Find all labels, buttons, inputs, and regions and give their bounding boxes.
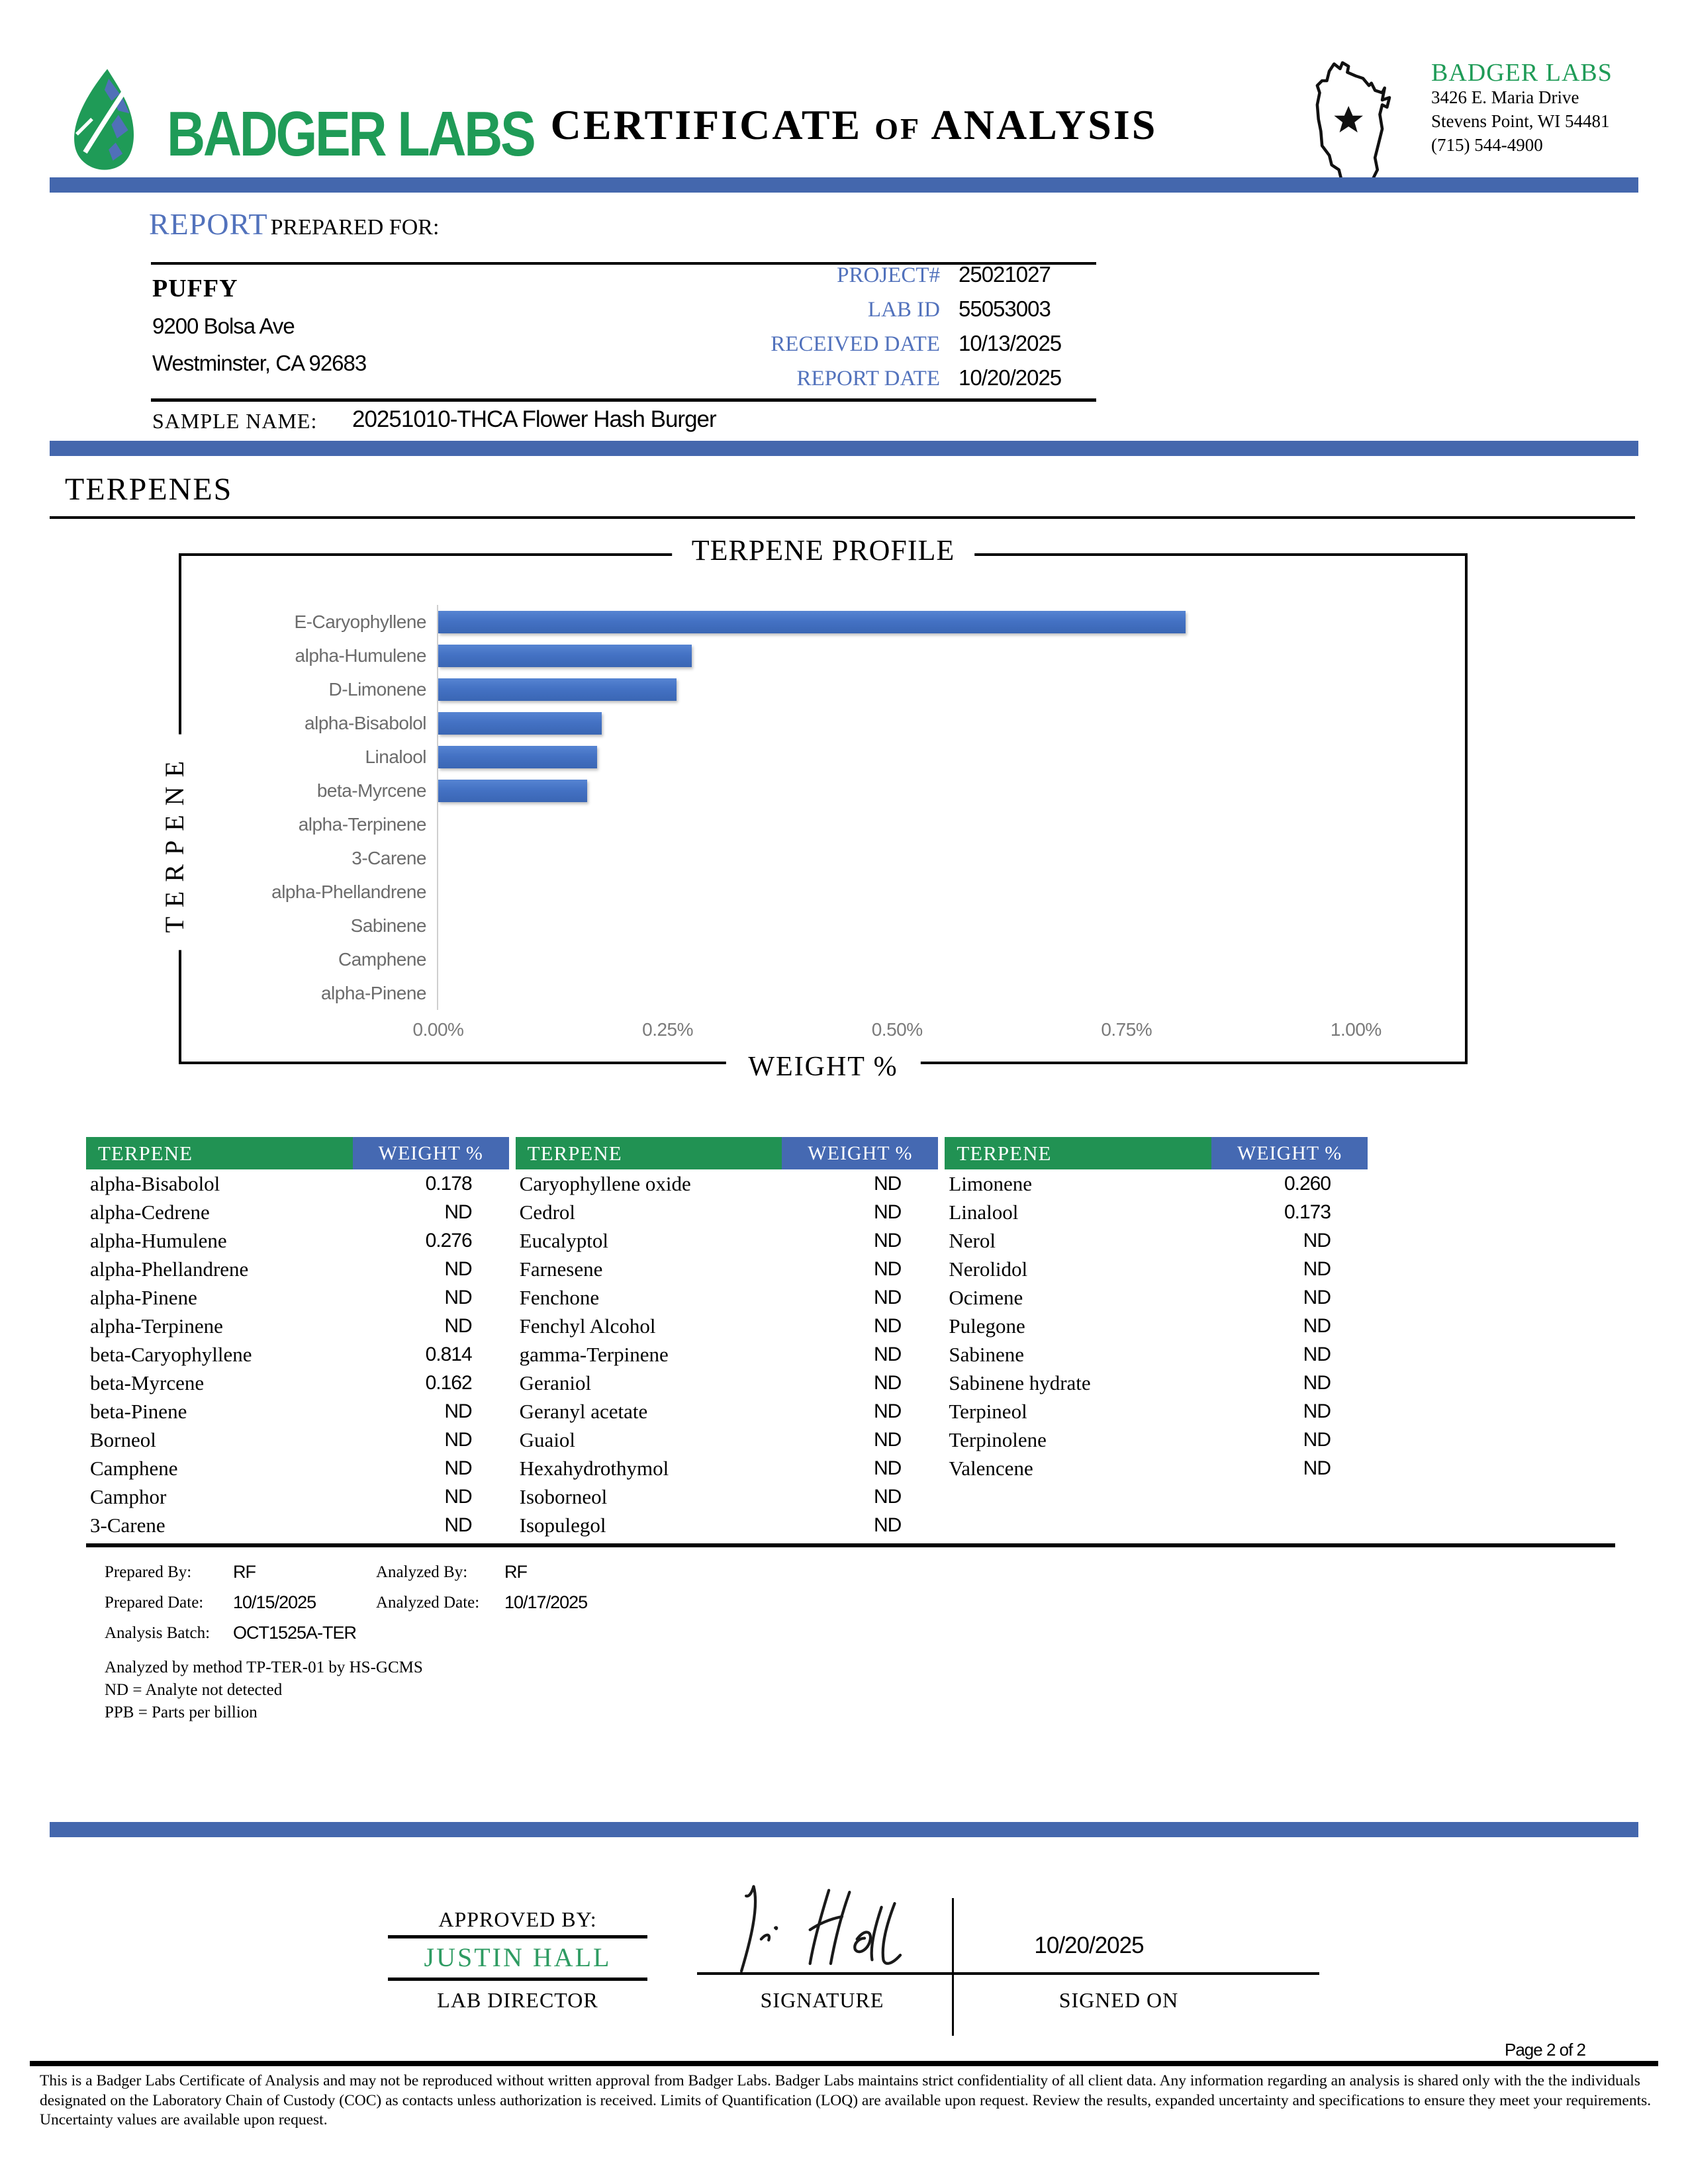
table-row <box>516 1426 939 1454</box>
section-divider-bar <box>50 441 1638 456</box>
table-row <box>86 1511 509 1539</box>
chart-category-label: alpha-Phellandrene <box>271 881 426 902</box>
terpene-weight-value: ND <box>444 1428 472 1451</box>
terpene-weight-value: ND <box>1303 1286 1331 1308</box>
terpene-weight-value: ND <box>874 1201 902 1223</box>
terpene-weight-value: ND <box>444 1201 472 1223</box>
report-heading-rule <box>151 262 1096 265</box>
terpene-weight-value: ND <box>874 1172 902 1195</box>
table-row <box>945 1340 1368 1369</box>
terpene-name: Nerol <box>949 1228 996 1252</box>
leaf-icon <box>53 66 159 177</box>
terpene-weight-value: ND <box>1303 1400 1331 1422</box>
terpene-weight-value: ND <box>1303 1314 1331 1337</box>
prepared-date-label: Prepared Date: <box>105 1594 204 1612</box>
terpene-weight-value: 0.276 <box>425 1229 472 1251</box>
analyzed-date-value: 10/17/2025 <box>504 1592 588 1612</box>
x-tick-label: 1.00% <box>1330 1019 1382 1040</box>
prepared-by-value: RF <box>233 1562 256 1582</box>
chart-row <box>188 909 1448 942</box>
lab-address-line2: Stevens Point, WI 54481 <box>1431 111 1610 131</box>
table-row <box>86 1369 509 1397</box>
x-tick-label: 0.50% <box>871 1019 923 1040</box>
chart-row <box>188 639 1448 672</box>
table-group-2 <box>516 1137 939 1539</box>
table-row <box>86 1255 509 1283</box>
report-date-value: 10/20/2025 <box>959 365 1062 390</box>
prepared-date-value: 10/15/2025 <box>233 1592 316 1612</box>
terpene-name: beta-Myrcene <box>90 1371 205 1394</box>
chart-bar-track <box>437 841 1448 875</box>
chart-row <box>188 875 1448 909</box>
lab-id-label: LAB ID <box>867 298 940 322</box>
approver-name-rule <box>388 1978 647 1981</box>
terpene-weight-value: 0.173 <box>1284 1201 1331 1223</box>
signature-divider-line <box>952 1898 954 2036</box>
terpene-name: alpha-Pinene <box>90 1285 197 1309</box>
weight-column-header: WEIGHT % <box>353 1137 509 1169</box>
table-row <box>945 1283 1368 1312</box>
client-name: PUFFY <box>152 275 238 302</box>
table-row <box>86 1482 509 1511</box>
terpene-name: gamma-Terpinene <box>519 1342 669 1366</box>
approved-by-rule <box>388 1935 647 1938</box>
chart-bar <box>438 678 677 701</box>
chart-category-label: beta-Myrcene <box>316 780 426 801</box>
terpene-weight-value: ND <box>1303 1457 1331 1479</box>
terpene-name: Camphor <box>90 1484 167 1508</box>
table-row <box>516 1283 939 1312</box>
chart-title: TERPENE PROFILE <box>672 533 975 567</box>
terpene-table <box>86 1137 1368 1539</box>
chart-row <box>188 841 1448 875</box>
table-row <box>86 1312 509 1340</box>
terpene-name: Terpinolene <box>949 1428 1047 1451</box>
table-row <box>516 1255 939 1283</box>
table-row <box>945 1369 1368 1397</box>
table-group-1 <box>86 1137 509 1539</box>
chart-bar <box>438 712 602 735</box>
terpene-weight-value: ND <box>444 1514 472 1536</box>
signed-date: 10/20/2025 <box>1034 1933 1144 1958</box>
chart-category-label: Sabinene <box>350 915 426 936</box>
table-row <box>516 1198 939 1226</box>
table-row <box>86 1454 509 1482</box>
terpene-weight-value: ND <box>1303 1371 1331 1394</box>
terpene-profile-chart <box>160 534 1468 1082</box>
table-row <box>945 1255 1368 1283</box>
chart-category-label: Linalool <box>365 746 426 767</box>
terpene-name: Cedrol <box>519 1200 576 1224</box>
terpene-weight-value: ND <box>444 1400 472 1422</box>
chart-x-axis-title: WEIGHT % <box>726 1051 920 1083</box>
table-row <box>516 1511 939 1539</box>
table-row <box>86 1397 509 1426</box>
terpene-name: Farnesene <box>519 1257 603 1281</box>
table-row <box>86 1169 509 1198</box>
chart-y-axis-title: TERPENE <box>158 735 191 950</box>
chart-row <box>188 706 1448 740</box>
terpene-weight-value: ND <box>874 1229 902 1251</box>
table-group-3 <box>945 1137 1368 1539</box>
approver-role-label: LAB DIRECTOR <box>437 1988 598 2012</box>
terpene-weight-value: ND <box>444 1314 472 1337</box>
lab-id-value: 55053003 <box>959 296 1051 321</box>
chart-bar-track <box>437 774 1448 807</box>
signed-on-label: SIGNED ON <box>1058 1988 1179 2012</box>
footer-divider-bar <box>50 1822 1638 1837</box>
table-row <box>945 1169 1368 1198</box>
chart-row <box>188 942 1448 976</box>
weight-column-header: WEIGHT % <box>782 1137 938 1169</box>
terpene-name: Sabinene hydrate <box>949 1371 1091 1394</box>
chart-bar-track <box>437 740 1448 774</box>
chart-row <box>188 807 1448 841</box>
terpene-name: Caryophyllene oxide <box>519 1171 691 1195</box>
x-tick-label: 0.25% <box>642 1019 694 1040</box>
chart-bar-track <box>437 875 1448 909</box>
table-row <box>516 1369 939 1397</box>
sample-divider-rule <box>151 398 1096 402</box>
chart-category-label: alpha-Bisabolol <box>305 712 426 733</box>
footer-disclaimer: This is a Badger Labs Certificate of Analysis and may not be reproduced without written approval from Badger Labs. Badger Labs maintains strict confidentiality of all client data. Any information regarding an analysis is shared only with the the individuals designated on the Laboratory Chain of Custody (COC) as contacts unless authorization is received. Limits of Quantification (LOQ) are available upon request. Review the results, expanded uncertainty and specifications to ensure they meet your requirements. Uncertainty values are available upon request. <box>40 2072 1652 2128</box>
terpene-weight-value: ND <box>874 1400 902 1422</box>
terpene-name: alpha-Bisabolol <box>90 1171 220 1195</box>
lab-phone: (715) 544-4900 <box>1431 135 1543 155</box>
wisconsin-map-icon <box>1303 54 1423 187</box>
table-row <box>516 1397 939 1426</box>
table-row <box>86 1226 509 1255</box>
weight-column-header: WEIGHT % <box>1211 1137 1368 1169</box>
approver-name: JUSTIN HALL <box>424 1942 612 1972</box>
terpene-name: Hexahydrothymol <box>519 1456 669 1480</box>
analyzed-by-value: RF <box>504 1562 527 1582</box>
terpene-weight-value: ND <box>1303 1428 1331 1451</box>
terpene-name: 3-Carene <box>90 1513 165 1537</box>
chart-bar-track <box>437 706 1448 740</box>
table-row <box>516 1482 939 1511</box>
analyzed-by-label: Analyzed By: <box>376 1563 468 1581</box>
x-tick-label: 0.00% <box>412 1019 464 1040</box>
terpene-weight-value: ND <box>1303 1343 1331 1365</box>
nd-note: ND = Analyte not detected <box>105 1681 283 1699</box>
x-tick-label: 0.75% <box>1101 1019 1152 1040</box>
terpene-name: Camphene <box>90 1456 178 1480</box>
table-row <box>945 1454 1368 1482</box>
terpene-weight-value: ND <box>444 1286 472 1308</box>
terpene-weight-value: ND <box>874 1514 902 1536</box>
chart-bar <box>438 611 1186 633</box>
table-header-row <box>516 1137 939 1169</box>
table-row <box>516 1169 939 1198</box>
project-number-value: 25021027 <box>959 262 1051 287</box>
chart-category-label: alpha-Humulene <box>295 645 426 666</box>
chart-row <box>188 672 1448 706</box>
header-divider-bar <box>50 177 1638 193</box>
section-title: TERPENES <box>65 472 233 507</box>
terpene-weight-value: ND <box>444 1257 472 1280</box>
signature-rule <box>697 1972 1319 1975</box>
report-date-label: REPORT DATE <box>796 367 940 390</box>
terpene-name: Linalool <box>949 1200 1019 1224</box>
chart-bar-track <box>437 672 1448 706</box>
terpene-name: Guaiol <box>519 1428 576 1451</box>
sample-name-label: SAMPLE NAME: <box>152 409 318 433</box>
terpene-weight-value: ND <box>874 1485 902 1508</box>
terpene-name: alpha-Humulene <box>90 1228 227 1252</box>
terpene-weight-value: 0.260 <box>1284 1172 1331 1195</box>
chart-bar <box>438 780 587 802</box>
table-row <box>945 1226 1368 1255</box>
table-row <box>516 1226 939 1255</box>
chart-row <box>188 740 1448 774</box>
lab-name: BADGER LABS <box>1431 59 1613 87</box>
table-row <box>86 1283 509 1312</box>
analyzed-date-label: Analyzed Date: <box>376 1594 480 1612</box>
terpene-weight-value: ND <box>874 1343 902 1365</box>
chart-category-label: alpha-Terpinene <box>298 813 426 835</box>
prepared-by-label: Prepared By: <box>105 1563 192 1581</box>
logo-wordmark: BADGER LABS <box>167 99 534 169</box>
chart-bar <box>438 746 597 768</box>
terpene-weight-value: ND <box>1303 1229 1331 1251</box>
lab-address-line1: 3426 E. Maria Drive <box>1431 87 1579 107</box>
terpene-name: Isoborneol <box>519 1484 608 1508</box>
chart-bar <box>438 645 692 667</box>
analysis-batch-label: Analysis Batch: <box>105 1624 211 1642</box>
approved-by-label: APPROVED BY: <box>438 1907 597 1931</box>
chart-category-label: Camphene <box>338 948 426 970</box>
terpene-weight-value: 0.162 <box>425 1371 472 1394</box>
chart-row <box>188 605 1448 639</box>
terpene-column-header: TERPENE <box>86 1137 353 1169</box>
page-number: Page 2 of 2 <box>1505 2040 1585 2060</box>
sample-name-value: 20251010-THCA Flower Hash Burger <box>352 406 716 432</box>
chart-bar-track <box>437 909 1448 942</box>
table-row <box>516 1454 939 1482</box>
terpene-name: Sabinene <box>949 1342 1024 1366</box>
received-date-value: 10/13/2025 <box>959 331 1062 355</box>
table-row <box>945 1198 1368 1226</box>
table-row <box>86 1340 509 1369</box>
chart-bar-track <box>437 605 1448 639</box>
terpene-name: Limonene <box>949 1171 1033 1195</box>
ppb-note: PPB = Parts per billion <box>105 1704 258 1721</box>
table-row <box>945 1312 1368 1340</box>
terpene-weight-value: ND <box>1303 1257 1331 1280</box>
chart-bar-track <box>437 942 1448 976</box>
client-address-line1: 9200 Bolsa Ave <box>152 314 295 338</box>
terpene-column-header: TERPENE <box>945 1137 1211 1169</box>
terpene-name: Terpineol <box>949 1399 1027 1423</box>
chart-category-label: E-Caryophyllene <box>294 611 426 632</box>
terpene-weight-value: ND <box>444 1457 472 1479</box>
chart-bar-track <box>437 639 1448 672</box>
project-number-label: PROJECT# <box>837 263 940 287</box>
table-bottom-rule <box>86 1543 1615 1547</box>
terpene-weight-value: ND <box>874 1314 902 1337</box>
report-heading: REPORT PREPARED FOR: <box>149 207 440 241</box>
terpene-weight-value: ND <box>874 1257 902 1280</box>
terpene-name: Nerolidol <box>949 1257 1028 1281</box>
terpene-name: alpha-Cedrene <box>90 1200 210 1224</box>
terpene-name: Ocimene <box>949 1285 1023 1309</box>
terpene-name: Eucalyptol <box>519 1228 608 1252</box>
terpene-name: Fenchone <box>519 1285 600 1309</box>
terpene-weight-value: ND <box>874 1457 902 1479</box>
table-row <box>86 1426 509 1454</box>
table-row <box>516 1340 939 1369</box>
chart-category-label: alpha-Pinene <box>320 982 426 1003</box>
terpene-weight-value: ND <box>444 1485 472 1508</box>
terpene-name: Fenchyl Alcohol <box>519 1314 656 1338</box>
table-row <box>516 1312 939 1340</box>
terpene-name: beta-Pinene <box>90 1399 187 1423</box>
chart-category-label: D-Limonene <box>328 678 426 700</box>
terpene-name: Isopulegol <box>519 1513 606 1537</box>
section-title-rule <box>50 516 1635 519</box>
table-header-row <box>945 1137 1368 1169</box>
table-header-row <box>86 1137 509 1169</box>
table-row <box>945 1397 1368 1426</box>
terpene-name: Pulegone <box>949 1314 1025 1338</box>
terpene-name: alpha-Terpinene <box>90 1314 223 1338</box>
terpene-name: Valencene <box>949 1456 1033 1480</box>
terpene-weight-value: ND <box>874 1371 902 1394</box>
table-row <box>945 1426 1368 1454</box>
footer-rule <box>30 2061 1658 2066</box>
chart-category-label: 3-Carene <box>352 847 426 868</box>
terpene-name: alpha-Phellandrene <box>90 1257 249 1281</box>
chart-xticks <box>412 1019 1448 1046</box>
chart-plot <box>188 605 1448 1010</box>
chart-bar-track <box>437 976 1448 1010</box>
table-row <box>86 1198 509 1226</box>
terpene-weight-value: 0.814 <box>425 1343 472 1365</box>
terpene-name: beta-Caryophyllene <box>90 1342 252 1366</box>
chart-row <box>188 774 1448 807</box>
terpene-name: Borneol <box>90 1428 156 1451</box>
analysis-batch-value: OCT1525A-TER <box>233 1623 357 1643</box>
signature-label: SIGNATURE <box>760 1988 884 2012</box>
terpene-weight-value: ND <box>874 1428 902 1451</box>
chart-row <box>188 976 1448 1010</box>
terpene-weight-value: ND <box>874 1286 902 1308</box>
terpene-column-header: TERPENE <box>516 1137 782 1169</box>
signature-icon <box>715 1881 933 1975</box>
client-address-line2: Westminster, CA 92683 <box>152 351 367 375</box>
page-title: CERTIFICATE OF ANALYSIS <box>550 101 1158 148</box>
terpene-name: Geraniol <box>519 1371 592 1394</box>
terpene-name: Geranyl acetate <box>519 1399 648 1423</box>
received-date-label: RECEIVED DATE <box>771 332 940 356</box>
chart-bar-track <box>437 807 1448 841</box>
method-note: Analyzed by method TP-TER-01 by HS-GCMS <box>105 1659 423 1676</box>
terpene-weight-value: 0.178 <box>425 1172 472 1195</box>
